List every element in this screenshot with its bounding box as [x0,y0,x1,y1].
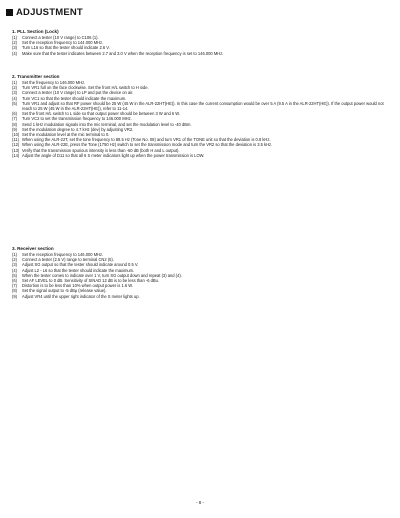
list-item [12,101,392,111]
item-number: (8) [12,121,18,127]
item-number: (9) [12,293,18,299]
item-text: When using the ALR-22T, set the tone frequency to 88.5 Hz (Tone No. 08) and turn VR1 of the TONE unit so that the deviation is 0.8 kHz. [22,137,271,143]
list-item [12,153,392,158]
item-text: Make sure that the tester indicates between 2.7 and 3.0 V when the reception frequency is set to 146.000 MHz. [22,50,224,56]
item-number: (7) [12,283,18,289]
item-text: Set the reception frequency to 146.000 MHz. [22,252,104,257]
item-text: Set the frequency to 146.000 MHz. [22,80,86,85]
section-heading: 2. Transmitter section [12,74,60,79]
item-number: (1) [12,35,18,40]
item-number: (8) [12,288,18,294]
page-title-text: ADJUSTMENT [16,7,83,18]
item-number: (7) [12,116,18,122]
item-text: Adjust L2 - L6 so that the tester should indicate the maximum. [22,267,135,273]
square-bullet-icon [6,9,13,16]
item-number: (5) [12,272,18,278]
item-text: Distortion is to be less than 10% when output power is 1.6 W. [22,283,134,289]
page-title [6,7,83,18]
item-number: (9) [12,126,18,132]
item-text: Turn L16 so that the tester should indicate 2.6 V. [22,45,110,51]
item-text: Adjust VR4 until the upper right indicator of the S meter lights up. [22,293,140,299]
item-number: (10) [12,132,20,138]
section-pll [12,29,392,56]
section-heading: 3. Receiver section [12,246,54,251]
item-text: Turn VC2 to set the transmission frequency to 146.000 MHz. [22,116,132,122]
item-text: Set the front H/L switch to L side so that output power should be between 3 W and 6 W. [22,111,181,117]
item-text: Set the signal output to -5 dBμ (release value). [22,288,107,294]
item-number: (12) [12,142,20,148]
item-number: (5) [12,100,18,106]
page-number: - 8 - [195,500,204,505]
item-number: (2) [12,40,18,46]
list-item [12,51,392,56]
item-number: (1) [12,252,18,257]
item-text: Set the modulation level at the mic terminal to 0. [22,132,110,138]
item-number: (3) [12,45,18,51]
list-item [12,294,392,299]
item-text: Turn VR1 full on the face clockwise. Set the front H/L switch to H side. [22,85,149,91]
item-text: Turn VR1 and adjust so that RF power should be 25 W (45 W in the ALR-22HT(HE)). In this case the current consumption would be over 5 A (9.5 A in the ALR-22HT(HE)). If the output power would not reach to 25 W (45 W in the ALR-22HT(HE)), refer to 11-14. [22,100,384,112]
item-text: When the tester comes to indicate over 1 V, turn SG output down and repeat (3) and (4). [22,272,182,278]
section-receiver [12,246,392,299]
item-number: (4) [12,50,18,56]
item-number: (4) [12,267,18,273]
item-text: Set AF LEVEL to 0 dB. Sensitivity of SINAD 12 dB is to be less than -6 dBu. [22,278,160,284]
item-number: (3) [12,90,18,96]
item-text: Adjust SG output so that the tester should indicate around 0.5 V. [22,262,139,268]
item-text: Connect a tester (2.5 V) range to terminal CN2 (5). [22,257,114,263]
item-number: (1) [12,80,18,85]
item-text: Send 1 kHz modulation signals into the mic terminal, and set the modulation level to -40 dBm. [22,121,192,127]
item-number: (11) [12,137,19,143]
item-text: When using the ALR-22E, press the Tone (1750 Hz) switch to set the transmission mode and turn the VR2 so that the deviation is 3.5 kHz. [22,142,273,148]
section-transmitter [12,74,392,158]
item-number: (6) [12,111,18,117]
item-number: (6) [12,278,18,284]
item-text: Verify that the transmission spurious intensity is less than -60 dB (both H and L output). [22,147,180,153]
item-number: (14) [12,152,20,158]
item-number: (4) [12,95,18,101]
item-number: (3) [12,262,18,268]
item-number: (13) [12,147,20,153]
item-text: Set the reception frequency to 144.000 MHz. [22,40,104,46]
item-text: Connect a tester (10 V range) to C106 (1). [22,35,99,40]
section-heading: 1. PLL Section (Lock) [12,29,59,34]
item-text: Adjust the angle of D11 so that all 6 S meter indicators light up when the power transmission is LOW. [22,152,205,158]
item-text: Set the modulation degree to 4.7 kHz (dev) by adjusting VR2. [22,126,134,132]
item-text: Turn VC1 so that the tester should indicate the maximum. [22,95,127,101]
item-number: (2) [12,85,18,91]
item-text: Connect a tester (10 V range) to LP and put the device on air. [22,90,134,96]
item-number: (2) [12,257,18,263]
